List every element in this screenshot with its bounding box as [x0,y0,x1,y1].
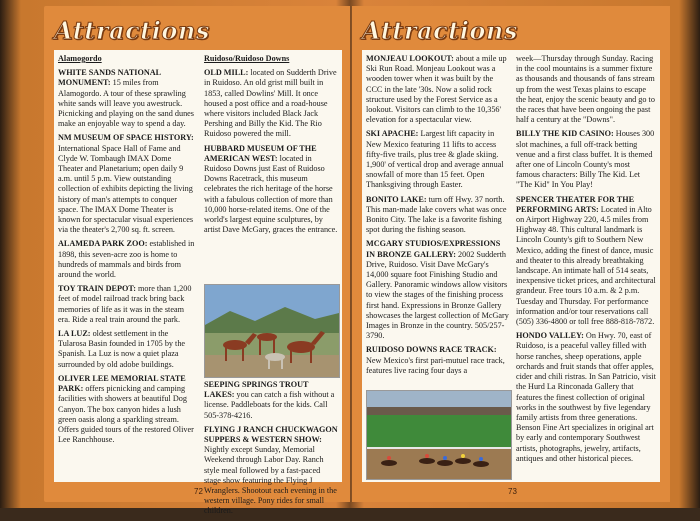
attraction-description: Nightly except Sunday, Memorial Weekend through Labor Day. Ranch style meal followed by a fast-paced stage show featuring the Flying J Wranglers. Shootout each evening in the western village. Pony rides for small children. [204,445,337,516]
attraction-entry [204,380,338,421]
attraction-entry [366,54,510,125]
attraction-title: ALAMEDA PARK ZOO: [58,239,148,249]
attraction-title: FLYING J RANCH CHUCKWAGON SUPPERS & WESTERN SHOW: [204,424,338,445]
attraction-entry [516,195,656,328]
attraction-title: BILLY THE KID CASINO: [516,129,614,139]
attraction-title: SPENCER THEATER FOR THE PERFORMING ARTS: [516,194,635,214]
horse-sculpture-photo [204,284,340,378]
left-column-1 [58,54,196,449]
attraction-title: LA LUZ: [58,329,91,339]
attraction-title: TOY TRAIN DEPOT: [58,284,136,294]
attraction-description: International Space Hall of Fame and Clyde W. Tombaugh IMAX Dome Theater and Planetarium; open daily 9 a.m. until 5 p.m. View outstanding collection of exhibits depicting the living history of man's attempts to conquer space. The IMAX Dome Theater is known for spectacular visual experiences via the theater's 2,700 sq. ft. screen. [58,143,194,235]
race-track-photo [366,390,512,480]
attraction-entry [204,68,338,139]
attraction-title: HONDO VALLEY: [516,331,584,341]
section-subhead: Ruidoso/Ruidoso Downs [204,54,290,63]
page-number: 73 [508,487,517,496]
attraction-description: you can catch a fish without a license. Paddleboats for the kids. Call 505-378-4216. [204,390,335,420]
left-page [44,6,350,516]
attraction-entry [516,129,656,190]
right-page-header: Attractions [362,16,518,45]
page-number: 72 [194,487,203,496]
right-column-2 [516,54,656,468]
attraction-description: week—Thursday through Sunday. Racing in the cool mountains is a summer fixture as thousands and thousands of fans stream up from the west Texas plains to escape the heat, enjoy the scenic beauty and go to the races that have been ongoing the past half a century at the "Downs". [516,54,655,125]
attraction-title: RUIDOSO DOWNS RACE TRACK: [366,345,497,355]
attraction-description: New Mexico's first pari-mutuel race track, features live racing four days a [366,355,505,375]
section-subhead: Alamogordo [58,54,102,63]
attraction-entry [366,129,510,190]
attraction-description: Largest lift capacity in New Mexico featuring 11 lifts to access fifty-five trails, plus tree & glade skiing. 1,900' of vertical drop and average annual snowfall of more than 15 feet. Open Thanksgiving through Easter. [366,129,504,190]
attraction-title: OLIVER LEE MEMORIAL STATE PARK: [58,373,186,394]
attraction-description: offers picnicking and camping facilities with showers at beautiful Dog Canyon. The box canyon hides a lush green oasis along a sparkling stream. Offers guided tours of the restored Oliver Lee Ranchhouse. [58,384,194,445]
attraction-entry [204,425,338,517]
attraction-description: about a mile up Ski Run Road. Monjeau Lookout was a wooden tower when it was built by the CCC in the late '30s. Now a solid rock structure used by the Forest Service as a lookout. Visitors can climb to the 10,356' elevation for a spectacular view. [366,54,507,125]
attraction-entry [366,345,510,376]
left-column-2 [204,54,338,239]
attraction-description: 2002 Sudderth Drive, Ruidoso. Visit Dave McGary's 14,000 square foot Finishing Studio and Gallery. Panoramic windows allow visitors to view the stages of the finishing process first hand. Expressions in Bronze Gallery showcases the largest collection of McGary Images in Bronze in the country. 505/257-3790. [366,249,509,341]
attraction-description: On Hwy. 70, east of Ruidoso, is a peaceful valley filled with horse ranches, sheep operations, apple orchards and fruit stands that offer apples, cider and chili ristras. In San Patricio, visit the Hurd La Rinconada Gallery that features the finest collection of original works in the southwest by five legendary family artists from three generations. Benson Fine Art specializes in original art by early and contemporary Southwest artists, photographs, jewelry, artifacts, antiques and other historical pieces. [516,331,656,463]
attraction-title: BONITO LAKE: [366,194,427,204]
right-column-1 [366,54,510,380]
attraction-description: located in Ruidoso Downs just East of Ruidoso Downs Racetrack, this museum celebrates the rich heritage of the horse with a fabulous collection of more than 10,000 horse-related items. One of the world's largest equine sculptures, by artist Dave McGary, graces the entrance. [204,153,338,235]
right-page [352,6,670,502]
attraction-description: oldest settlement in the Tularosa Basin founded in 1705 by the Spanish. La Luz is now a quiet plaza surrounded by old adobe buildings. [58,329,186,369]
attraction-description: Houses 300 slot machines, a full off-track betting venue and a first class buffet. It is themed after one of Lincoln County's most famous characters: Billy The Kid. Let "The Kid" In You Play! [516,129,655,190]
left-page-header: Attractions [54,16,210,45]
right-content-panel [362,50,660,482]
attraction-title: SEEPING SPRINGS TROUT LAKES: [204,380,309,400]
attraction-title: SKI APACHE: [366,129,419,139]
attraction-description: more than 1,200 feet of model railroad track bring back memories of life as it was in the steam era. Ride a real train around the park. [58,284,192,324]
attraction-title: OLD MILL: [204,68,249,78]
attraction-entry [58,374,196,445]
attraction-entry [516,54,656,125]
attraction-title: NM MUSEUM OF SPACE HISTORY: [58,133,194,143]
attraction-title: WHITE SANDS NATIONAL MONUMENT: [58,68,161,88]
attraction-entry [516,331,656,464]
attraction-entry [204,144,338,236]
attraction-description: turn off Hwy. 37 north. This man-made lake covers what was once Bonito City. The lake is a favorite fishing spot during the fishing season. [366,194,507,235]
attraction-entry [58,239,196,280]
attraction-entry [58,133,196,235]
attraction-description: established in 1898, this seven-acre zoo is home to hundreds of mammals and birds from around the world. [58,239,195,280]
attraction-entry [366,195,510,236]
attraction-description: 15 miles from Alamogordo. A tour of these sprawling white sands will leave you awestruck. Picnicking and playing on the sand dunes make an enjoyable way to spend a day. [58,78,194,129]
attraction-description: Located in Alto on Airport Highway 220, 4.5 miles from Highway 48. This cultural landmark is Lincoln County's gift to Southern New Mexico, adding the finest of dance, music and theater to this already breathtaking landscape. An intimate hall of 514 seats, inexpensive ticket prices, and architectural grandeur. Free tours 10 a.m. & 2 p.m. Tuesday and Thursday. For performance information and/or tour reservations call (505) 336-4800 or toll free 888-818-7872. [516,204,656,327]
attraction-description: located on Sudderth Drive in Ruidoso. An old grist mill built in 1853, called Dowlins' Mill. It once housed a post office and a road-house where visitors included Black Jack Pershing and Billy the Kid. The Rio Ruidoso powered the mill. [204,68,337,139]
attraction-title: MONJEAU LOOKOUT: [366,54,454,63]
left-column-2-lower [204,380,338,521]
attraction-title: MCGARY STUDIOS/EXPRESSIONS IN BRONZE GALLERY: [366,239,501,259]
attraction-entry [366,239,510,341]
attraction-entry [58,284,196,325]
attraction-entry [58,68,196,129]
attraction-title: HUBBARD MUSEUM OF THE AMERICAN WEST: [204,143,317,163]
attraction-entry [58,329,196,370]
